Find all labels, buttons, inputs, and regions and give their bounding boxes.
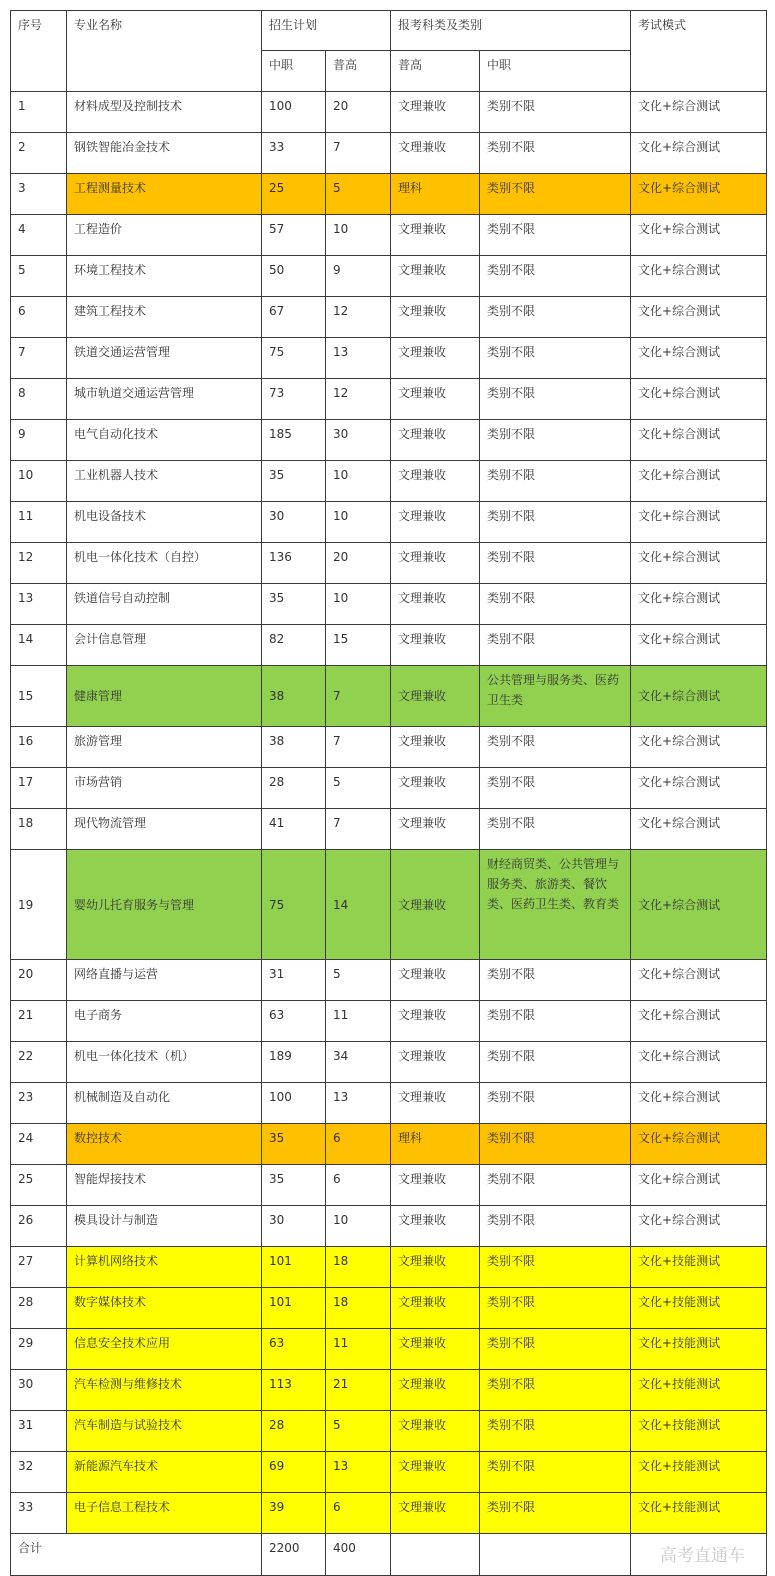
row-seq: 27: [11, 1247, 67, 1288]
row-cat-zhongzhi: 类别不限: [480, 174, 631, 215]
row-seq: 9: [11, 420, 67, 461]
row-cat-pugao: 文理兼收: [391, 625, 480, 666]
row-cat-zhongzhi: 类别不限: [480, 625, 631, 666]
row-plan-zhongzhi: 189: [262, 1042, 326, 1083]
row-major-name: 信息安全技术应用: [67, 1329, 262, 1370]
row-plan-zhongzhi: 25: [262, 174, 326, 215]
row-major-name: 会计信息管理: [67, 625, 262, 666]
row-seq: 23: [11, 1083, 67, 1124]
row-cat-zhongzhi: 类别不限: [480, 727, 631, 768]
row-plan-pugao: 13: [326, 1083, 391, 1124]
table-row: [11, 1165, 767, 1206]
row-major-name: 婴幼儿托育服务与管理: [67, 850, 262, 960]
row-seq: 16: [11, 727, 67, 768]
row-exam-mode: 文化+综合测试: [631, 543, 767, 584]
total-empty-cat-pugao: [391, 1534, 480, 1576]
row-seq: 6: [11, 297, 67, 338]
row-cat-zhongzhi: 类别不限: [480, 1165, 631, 1206]
row-exam-mode: 文化+技能测试: [631, 1370, 767, 1411]
table-row: [11, 1124, 767, 1165]
row-plan-zhongzhi: 136: [262, 543, 326, 584]
row-major-name: 健康管理: [67, 666, 262, 727]
row-exam-mode: 文化+综合测试: [631, 92, 767, 133]
table-row: [11, 379, 767, 420]
row-plan-zhongzhi: 35: [262, 1165, 326, 1206]
row-plan-pugao: 30: [326, 420, 391, 461]
row-major-name: 城市轨道交通运营管理: [67, 379, 262, 420]
row-seq: 26: [11, 1206, 67, 1247]
row-seq: 31: [11, 1411, 67, 1452]
row-major-name: 智能焊接技术: [67, 1165, 262, 1206]
row-cat-pugao: 文理兼收: [391, 420, 480, 461]
row-cat-zhongzhi: 类别不限: [480, 92, 631, 133]
row-cat-zhongzhi: 类别不限: [480, 1452, 631, 1493]
row-cat-pugao: 文理兼收: [391, 338, 480, 379]
row-exam-mode: 文化+综合测试: [631, 133, 767, 174]
row-seq: 4: [11, 215, 67, 256]
row-major-name: 新能源汽车技术: [67, 1452, 262, 1493]
row-plan-pugao: 6: [326, 1165, 391, 1206]
row-seq: 2: [11, 133, 67, 174]
row-cat-zhongzhi: 类别不限: [480, 1206, 631, 1247]
row-seq: 3: [11, 174, 67, 215]
row-cat-pugao: 文理兼收: [391, 1042, 480, 1083]
row-plan-zhongzhi: 35: [262, 1124, 326, 1165]
row-plan-zhongzhi: 82: [262, 625, 326, 666]
row-cat-pugao: 文理兼收: [391, 1165, 480, 1206]
row-cat-pugao: 文理兼收: [391, 1452, 480, 1493]
row-exam-mode: 文化+技能测试: [631, 1247, 767, 1288]
table-row: [11, 1206, 767, 1247]
header-cat-zhongzhi: 中职: [480, 51, 631, 92]
row-cat-zhongzhi: 类别不限: [480, 215, 631, 256]
table-row: [11, 256, 767, 297]
row-cat-pugao: 文理兼收: [391, 256, 480, 297]
table-row: [11, 809, 767, 850]
row-plan-pugao: 5: [326, 174, 391, 215]
row-exam-mode: 文化+技能测试: [631, 1452, 767, 1493]
header-seq: 序号: [11, 11, 67, 92]
row-plan-pugao: 6: [326, 1493, 391, 1534]
row-cat-pugao: 文理兼收: [391, 1493, 480, 1534]
table-row: [11, 1452, 767, 1493]
table-row: [11, 174, 767, 215]
row-exam-mode: 文化+综合测试: [631, 960, 767, 1001]
row-major-name: 材料成型及控制技术: [67, 92, 262, 133]
row-major-name: 模具设计与制造: [67, 1206, 262, 1247]
row-plan-zhongzhi: 50: [262, 256, 326, 297]
row-major-name: 电子信息工程技术: [67, 1493, 262, 1534]
row-plan-pugao: 20: [326, 92, 391, 133]
row-cat-pugao: 文理兼收: [391, 1083, 480, 1124]
total-label: 合计: [11, 1534, 262, 1576]
row-major-name: 机械制造及自动化: [67, 1083, 262, 1124]
row-plan-zhongzhi: 185: [262, 420, 326, 461]
row-seq: 28: [11, 1288, 67, 1329]
row-cat-pugao: 文理兼收: [391, 1206, 480, 1247]
row-exam-mode: 文化+技能测试: [631, 1411, 767, 1452]
row-major-name: 电气自动化技术: [67, 420, 262, 461]
row-plan-pugao: 6: [326, 1124, 391, 1165]
total-empty-cat-zhongzhi: [480, 1534, 631, 1576]
row-major-name: 钢铁智能冶金技术: [67, 133, 262, 174]
row-plan-pugao: 13: [326, 1452, 391, 1493]
row-exam-mode: 文化+综合测试: [631, 297, 767, 338]
table-row: [11, 850, 767, 960]
row-cat-zhongzhi: 公共管理与服务类、医药卫生类: [480, 666, 631, 727]
row-plan-pugao: 11: [326, 1329, 391, 1370]
row-exam-mode: 文化+综合测试: [631, 584, 767, 625]
row-major-name: 工程造价: [67, 215, 262, 256]
row-exam-mode: 文化+综合测试: [631, 461, 767, 502]
table-row: [11, 502, 767, 543]
row-exam-mode: 文化+技能测试: [631, 1288, 767, 1329]
header-plan: 招生计划: [262, 11, 391, 51]
total-row: [11, 1534, 767, 1576]
row-plan-zhongzhi: 63: [262, 1329, 326, 1370]
row-plan-zhongzhi: 35: [262, 584, 326, 625]
row-plan-zhongzhi: 38: [262, 666, 326, 727]
row-major-name: 旅游管理: [67, 727, 262, 768]
row-plan-zhongzhi: 69: [262, 1452, 326, 1493]
row-plan-zhongzhi: 35: [262, 461, 326, 502]
table-row: [11, 666, 767, 727]
row-exam-mode: 文化+综合测试: [631, 850, 767, 960]
row-plan-pugao: 5: [326, 768, 391, 809]
row-plan-pugao: 21: [326, 1370, 391, 1411]
row-major-name: 电子商务: [67, 1001, 262, 1042]
header-row-1: [11, 11, 767, 51]
row-plan-zhongzhi: 101: [262, 1288, 326, 1329]
row-seq: 5: [11, 256, 67, 297]
row-cat-pugao: 理科: [391, 174, 480, 215]
row-exam-mode: 文化+技能测试: [631, 1493, 767, 1534]
row-major-name: 计算机网络技术: [67, 1247, 262, 1288]
row-cat-zhongzhi: 类别不限: [480, 1001, 631, 1042]
row-cat-zhongzhi: 类别不限: [480, 1042, 631, 1083]
row-major-name: 网络直播与运营: [67, 960, 262, 1001]
row-major-name: 现代物流管理: [67, 809, 262, 850]
row-major-name: 机电设备技术: [67, 502, 262, 543]
watermark: 高考直通车: [660, 1546, 745, 1566]
row-exam-mode: 文化+综合测试: [631, 1206, 767, 1247]
row-exam-mode: 文化+综合测试: [631, 625, 767, 666]
table-row: [11, 420, 767, 461]
row-major-name: 汽车检测与维修技术: [67, 1370, 262, 1411]
row-cat-zhongzhi: 类别不限: [480, 133, 631, 174]
table-row: [11, 768, 767, 809]
table-row: [11, 1370, 767, 1411]
row-cat-zhongzhi: 类别不限: [480, 297, 631, 338]
row-major-name: 工程测量技术: [67, 174, 262, 215]
row-cat-zhongzhi: 类别不限: [480, 1411, 631, 1452]
row-exam-mode: 文化+综合测试: [631, 1042, 767, 1083]
row-plan-pugao: 20: [326, 543, 391, 584]
row-major-name: 建筑工程技术: [67, 297, 262, 338]
row-exam-mode: 文化+综合测试: [631, 1083, 767, 1124]
row-plan-pugao: 10: [326, 461, 391, 502]
row-cat-zhongzhi: 类别不限: [480, 1247, 631, 1288]
row-seq: 20: [11, 960, 67, 1001]
row-seq: 18: [11, 809, 67, 850]
row-cat-pugao: 文理兼收: [391, 461, 480, 502]
row-plan-pugao: 7: [326, 809, 391, 850]
row-plan-pugao: 12: [326, 297, 391, 338]
row-cat-zhongzhi: 类别不限: [480, 1493, 631, 1534]
table-row: [11, 1247, 767, 1288]
row-cat-pugao: 文理兼收: [391, 215, 480, 256]
header-cat-pugao: 普高: [391, 51, 480, 92]
row-exam-mode: 文化+综合测试: [631, 1124, 767, 1165]
row-cat-pugao: 文理兼收: [391, 768, 480, 809]
table-row: [11, 584, 767, 625]
row-seq: 12: [11, 543, 67, 584]
row-cat-pugao: 文理兼收: [391, 297, 480, 338]
row-plan-pugao: 7: [326, 133, 391, 174]
row-plan-zhongzhi: 28: [262, 768, 326, 809]
row-seq: 17: [11, 768, 67, 809]
row-plan-pugao: 10: [326, 502, 391, 543]
row-seq: 22: [11, 1042, 67, 1083]
row-exam-mode: 文化+综合测试: [631, 727, 767, 768]
row-cat-pugao: 文理兼收: [391, 1329, 480, 1370]
row-plan-zhongzhi: 113: [262, 1370, 326, 1411]
table-row: [11, 297, 767, 338]
row-plan-zhongzhi: 63: [262, 1001, 326, 1042]
table-row: [11, 1288, 767, 1329]
table-row: [11, 543, 767, 584]
row-exam-mode: 文化+综合测试: [631, 256, 767, 297]
row-cat-pugao: 文理兼收: [391, 1411, 480, 1452]
row-cat-zhongzhi: 类别不限: [480, 256, 631, 297]
row-seq: 11: [11, 502, 67, 543]
row-cat-pugao: 文理兼收: [391, 1370, 480, 1411]
row-major-name: 数字媒体技术: [67, 1288, 262, 1329]
row-cat-zhongzhi: 类别不限: [480, 1083, 631, 1124]
row-plan-pugao: 12: [326, 379, 391, 420]
table-row: [11, 625, 767, 666]
row-cat-zhongzhi: 类别不限: [480, 1329, 631, 1370]
row-cat-zhongzhi: 类别不限: [480, 768, 631, 809]
row-seq: 32: [11, 1452, 67, 1493]
row-seq: 25: [11, 1165, 67, 1206]
row-major-name: 工业机器人技术: [67, 461, 262, 502]
table-row: [11, 133, 767, 174]
table-row: [11, 1083, 767, 1124]
row-cat-zhongzhi: 类别不限: [480, 1370, 631, 1411]
row-plan-pugao: 14: [326, 850, 391, 960]
row-cat-zhongzhi: 类别不限: [480, 809, 631, 850]
row-major-name: 市场营销: [67, 768, 262, 809]
table-row: [11, 727, 767, 768]
row-cat-pugao: 文理兼收: [391, 1247, 480, 1288]
row-cat-pugao: 文理兼收: [391, 584, 480, 625]
row-cat-pugao: 文理兼收: [391, 960, 480, 1001]
row-exam-mode: 文化+综合测试: [631, 666, 767, 727]
row-major-name: 机电一体化技术（自控）: [67, 543, 262, 584]
row-seq: 30: [11, 1370, 67, 1411]
row-plan-zhongzhi: 38: [262, 727, 326, 768]
row-exam-mode: 文化+综合测试: [631, 809, 767, 850]
row-plan-zhongzhi: 33: [262, 133, 326, 174]
row-cat-zhongzhi: 类别不限: [480, 461, 631, 502]
table-row: [11, 461, 767, 502]
table-row: [11, 92, 767, 133]
row-plan-zhongzhi: 75: [262, 338, 326, 379]
row-seq: 21: [11, 1001, 67, 1042]
row-plan-zhongzhi: 100: [262, 92, 326, 133]
total-pugao: 400: [326, 1534, 391, 1576]
header-major: 专业名称: [67, 11, 262, 92]
row-cat-pugao: 文理兼收: [391, 666, 480, 727]
row-plan-zhongzhi: 39: [262, 1493, 326, 1534]
header-plan-zhongzhi: 中职: [262, 51, 326, 92]
row-plan-pugao: 9: [326, 256, 391, 297]
row-seq: 7: [11, 338, 67, 379]
row-major-name: 数控技术: [67, 1124, 262, 1165]
row-seq: 15: [11, 666, 67, 727]
row-major-name: 铁道信号自动控制: [67, 584, 262, 625]
row-cat-pugao: 文理兼收: [391, 133, 480, 174]
row-plan-pugao: 18: [326, 1288, 391, 1329]
row-cat-zhongzhi: 类别不限: [480, 584, 631, 625]
row-seq: 13: [11, 584, 67, 625]
row-exam-mode: 文化+综合测试: [631, 768, 767, 809]
row-cat-pugao: 文理兼收: [391, 379, 480, 420]
row-cat-pugao: 文理兼收: [391, 1001, 480, 1042]
row-major-name: 铁道交通运营管理: [67, 338, 262, 379]
row-exam-mode: 文化+综合测试: [631, 502, 767, 543]
row-exam-mode: 文化+综合测试: [631, 215, 767, 256]
row-cat-pugao: 文理兼收: [391, 92, 480, 133]
row-cat-zhongzhi: 类别不限: [480, 420, 631, 461]
row-plan-pugao: 18: [326, 1247, 391, 1288]
row-cat-zhongzhi: 类别不限: [480, 379, 631, 420]
row-cat-pugao: 文理兼收: [391, 727, 480, 768]
row-plan-pugao: 13: [326, 338, 391, 379]
row-cat-zhongzhi: 财经商贸类、公共管理与服务类、旅游类、餐饮类、医药卫生类、教育类: [480, 850, 631, 960]
row-plan-pugao: 5: [326, 1411, 391, 1452]
table-row: [11, 1329, 767, 1370]
row-cat-pugao: 文理兼收: [391, 543, 480, 584]
row-plan-pugao: 15: [326, 625, 391, 666]
row-cat-zhongzhi: 类别不限: [480, 338, 631, 379]
row-exam-mode: 文化+技能测试: [631, 1329, 767, 1370]
row-exam-mode: 文化+综合测试: [631, 420, 767, 461]
enrollment-plan-table: [10, 10, 767, 1576]
row-cat-zhongzhi: 类别不限: [480, 543, 631, 584]
row-plan-pugao: 10: [326, 584, 391, 625]
table-row: [11, 1493, 767, 1534]
row-major-name: 机电一体化技术（机）: [67, 1042, 262, 1083]
row-seq: 19: [11, 850, 67, 960]
header-exam: 考试模式: [631, 11, 767, 92]
row-plan-pugao: 11: [326, 1001, 391, 1042]
row-major-name: 环境工程技术: [67, 256, 262, 297]
table-row: [11, 1001, 767, 1042]
row-cat-pugao: 文理兼收: [391, 502, 480, 543]
row-seq: 29: [11, 1329, 67, 1370]
row-plan-pugao: 5: [326, 960, 391, 1001]
row-plan-pugao: 10: [326, 215, 391, 256]
row-cat-pugao: 文理兼收: [391, 850, 480, 960]
header-plan-pugao: 普高: [326, 51, 391, 92]
row-exam-mode: 文化+综合测试: [631, 1165, 767, 1206]
row-cat-pugao: 文理兼收: [391, 809, 480, 850]
row-plan-zhongzhi: 57: [262, 215, 326, 256]
row-seq: 14: [11, 625, 67, 666]
row-plan-zhongzhi: 67: [262, 297, 326, 338]
row-cat-pugao: 文理兼收: [391, 1288, 480, 1329]
row-cat-zhongzhi: 类别不限: [480, 502, 631, 543]
row-cat-zhongzhi: 类别不限: [480, 960, 631, 1001]
row-major-name: 汽车制造与试验技术: [67, 1411, 262, 1452]
row-cat-zhongzhi: 类别不限: [480, 1288, 631, 1329]
row-plan-zhongzhi: 41: [262, 809, 326, 850]
total-zhongzhi: 2200: [262, 1534, 326, 1576]
header-category: 报考科类及类别: [391, 11, 631, 51]
row-seq: 10: [11, 461, 67, 502]
row-seq: 24: [11, 1124, 67, 1165]
row-exam-mode: 文化+综合测试: [631, 1001, 767, 1042]
row-plan-pugao: 7: [326, 666, 391, 727]
row-plan-zhongzhi: 28: [262, 1411, 326, 1452]
table-row: [11, 1411, 767, 1452]
row-plan-pugao: 10: [326, 1206, 391, 1247]
table-row: [11, 338, 767, 379]
row-plan-zhongzhi: 30: [262, 502, 326, 543]
row-cat-zhongzhi: 类别不限: [480, 1124, 631, 1165]
row-plan-pugao: 34: [326, 1042, 391, 1083]
table-row: [11, 960, 767, 1001]
row-plan-zhongzhi: 73: [262, 379, 326, 420]
row-cat-pugao: 理科: [391, 1124, 480, 1165]
row-seq: 33: [11, 1493, 67, 1534]
row-plan-zhongzhi: 100: [262, 1083, 326, 1124]
table-row: [11, 1042, 767, 1083]
row-exam-mode: 文化+综合测试: [631, 379, 767, 420]
row-seq: 1: [11, 92, 67, 133]
table-row: [11, 215, 767, 256]
row-plan-zhongzhi: 31: [262, 960, 326, 1001]
row-seq: 8: [11, 379, 67, 420]
row-plan-zhongzhi: 101: [262, 1247, 326, 1288]
row-exam-mode: 文化+综合测试: [631, 174, 767, 215]
row-plan-pugao: 7: [326, 727, 391, 768]
row-exam-mode: 文化+综合测试: [631, 338, 767, 379]
row-plan-zhongzhi: 30: [262, 1206, 326, 1247]
row-plan-zhongzhi: 75: [262, 850, 326, 960]
